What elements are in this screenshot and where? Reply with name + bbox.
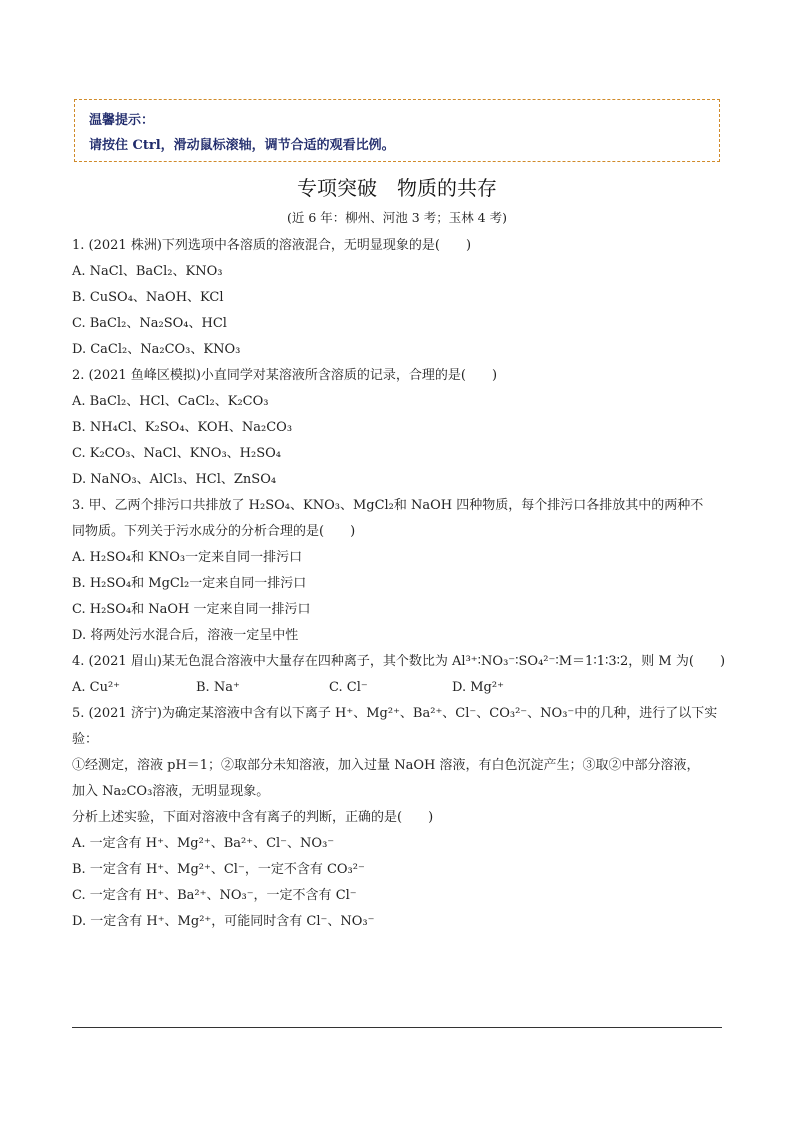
q2-option-d: D. NaNO₃、AlCl₃、HCl、ZnSO₄ <box>72 472 277 487</box>
q5-experiment-line-1: ①经测定，溶液 pH＝1；②取部分未知溶液，加入过量 NaOH 溶液，有白色沉淀产生；③取②中部分溶液， <box>72 758 700 773</box>
q2-option-a: A. BaCl₂、HCl、CaCl₂、K₂CO₃ <box>72 394 269 409</box>
tip-box <box>74 99 720 162</box>
q2-option-b: B. NH₄Cl、K₂SO₄、KOH、Na₂CO₃ <box>72 420 293 435</box>
q1-option-c: C. BaCl₂、Na₂SO₄、HCl <box>72 316 227 331</box>
q3-stem-line-2: 同物质。下列关于污水成分的分析合理的是( ) <box>72 524 356 539</box>
footer-divider <box>72 1027 722 1028</box>
q5-stem-line-2: 验： <box>72 732 99 747</box>
q3-option-c: C. H₂SO₄和 NaOH 一定来自同一排污口 <box>72 602 311 617</box>
document-subtitle: (近 6 年：柳州、河池 3 考；玉林 4 考) <box>287 210 507 225</box>
q5-experiment-line-2: 加入 Na₂CO₃溶液，无明显现象。 <box>72 784 270 799</box>
q5-option-b: B. 一定含有 H⁺、Mg²⁺、Cl⁻，一定不含有 CO₃²⁻ <box>72 862 365 877</box>
q4-option-b: B. Na⁺ <box>196 680 240 695</box>
q4-option-a: A. Cu²⁺ <box>72 680 121 695</box>
q1-option-b: B. CuSO₄、NaOH、KCl <box>72 290 224 305</box>
q4-option-d: D. Mg²⁺ <box>452 680 504 695</box>
q3-option-b: B. H₂SO₄和 MgCl₂一定来自同一排污口 <box>72 576 307 591</box>
q3-stem-line-1: 3. 甲、乙两个排污口共排放了 H₂SO₄、KNO₃、MgCl₂和 NaOH 四种物质，每个排污口各排放其中的两种不 <box>72 498 704 513</box>
q1-option-d: D. CaCl₂、Na₂CO₃、KNO₃ <box>72 342 241 357</box>
tip-text: 请按住 Ctrl，滑动鼠标滚轴，调节合适的观看比例。 <box>89 138 395 153</box>
q1-option-a: A. NaCl、BaCl₂、KNO₃ <box>72 264 223 279</box>
q4-option-c: C. Cl⁻ <box>329 680 368 695</box>
q5-stem-line-1: 5. (2021 济宁)为确定某溶液中含有以下离子 H⁺、Mg²⁺、Ba²⁺、Cl⁻、CO₃²⁻、NO₃⁻中的几种，进行了以下实 <box>72 706 718 721</box>
q1-stem: 1. (2021 株洲)下列选项中各溶质的溶液混合，无明显现象的是( ) <box>72 238 472 253</box>
q5-option-a: A. 一定含有 H⁺、Mg²⁺、Ba²⁺、Cl⁻、NO₃⁻ <box>72 836 335 851</box>
q2-stem: 2. (2021 鱼峰区模拟)小直同学对某溶液所含溶质的记录，合理的是( ) <box>72 368 498 383</box>
q5-option-c: C. 一定含有 H⁺、Ba²⁺、NO₃⁻，一定不含有 Cl⁻ <box>72 888 357 903</box>
document-title: 专项突破 物质的共存 <box>297 176 497 200</box>
q5-question: 分析上述实验，下面对溶液中含有离子的判断，正确的是( ) <box>72 810 434 825</box>
tip-title: 温馨提示： <box>89 113 155 128</box>
q2-option-c: C. K₂CO₃、NaCl、KNO₃、H₂SO₄ <box>72 446 281 461</box>
q5-option-d: D. 一定含有 H⁺、Mg²⁺，可能同时含有 Cl⁻、NO₃⁻ <box>72 914 375 929</box>
q3-option-d: D. 将两处污水混合后，溶液一定呈中性 <box>72 628 299 643</box>
q3-option-a: A. H₂SO₄和 KNO₃一定来自同一排污口 <box>72 550 303 565</box>
q4-stem: 4. (2021 眉山)某无色混合溶液中大量存在四种离子，其个数比为 Al³⁺∶NO₃⁻∶SO₄²⁻∶M＝1∶1∶3∶2，则 M 为( ) <box>72 654 726 669</box>
